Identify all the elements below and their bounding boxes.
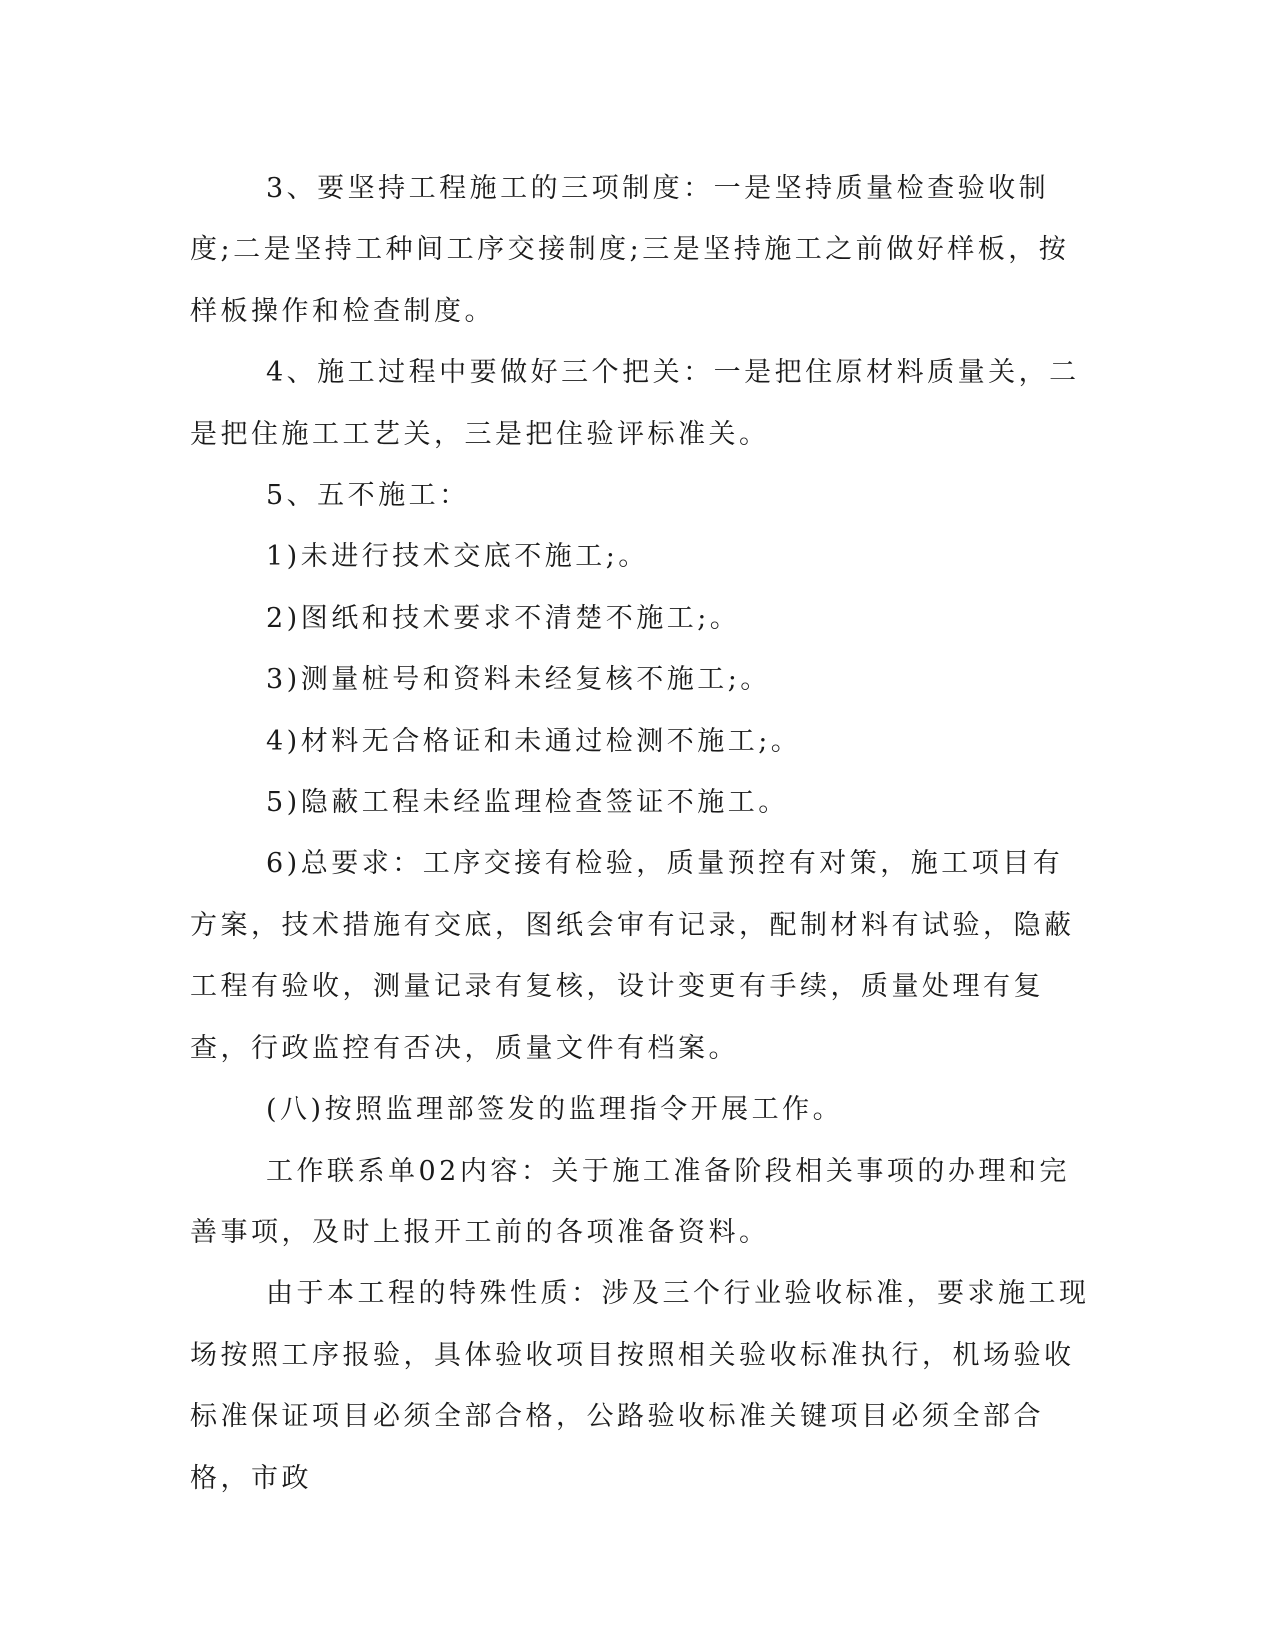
list-item-concealed-works: 5)隐蔽工程未经监理检查签证不施工。 [266,787,789,819]
document-body [190,158,1090,1509]
section-heading-supervision-instructions: (八)按照监理部签发的监理指令开展工作。 [266,1094,844,1126]
paragraph-three-checkpoints: 4、施工过程中要做好三个把关：一是把住原材料质量关，二是把住施工工艺关，三是把住验评标准关。 [190,357,1080,450]
list-item-uncertified-materials: 4)材料无合格证和未通过检测不施工;。 [266,725,802,757]
list-item-unclear-drawings: 2)图纸和技术要求不清楚不施工;。 [266,602,741,634]
paragraph-contact-sheet-02: 工作联系单02内容：关于施工准备阶段相关事项的办理和完善事项，及时上报开工前的各项准备资料。 [190,1155,1070,1248]
paragraph-special-nature: 由于本工程的特殊性质：涉及三个行业验收标准，要求施工现场按照工序报验，具体验收项目按照相关验收标准执行，机场验收标准保证项目必须全部合格，公路验收标准关键项目必须全部合格，市政 [190,1278,1090,1494]
paragraph-general-requirements: 6)总要求：工序交接有检验，质量预控有对策，施工项目有方案，技术措施有交底，图纸会审有记录，配制材料有试验，隐蔽工程有验收，测量记录有复核，设计变更有手续，质量处理有复查，行政监控有否决，质量文件有档案。 [190,848,1075,1064]
list-item-unverified-survey: 3)测量桩号和资料未经复核不施工;。 [266,664,771,696]
paragraph-three-systems: 3、要坚持工程施工的三项制度：一是坚持质量检查验收制度;二是坚持工种间工序交接制度;三是坚持施工之前做好样板，按样板操作和检查制度。 [190,173,1070,327]
list-item-no-technical-briefing: 1)未进行技术交底不施工;。 [266,541,649,573]
paragraph-five-no-construction-heading: 5、五不施工： [266,480,470,512]
